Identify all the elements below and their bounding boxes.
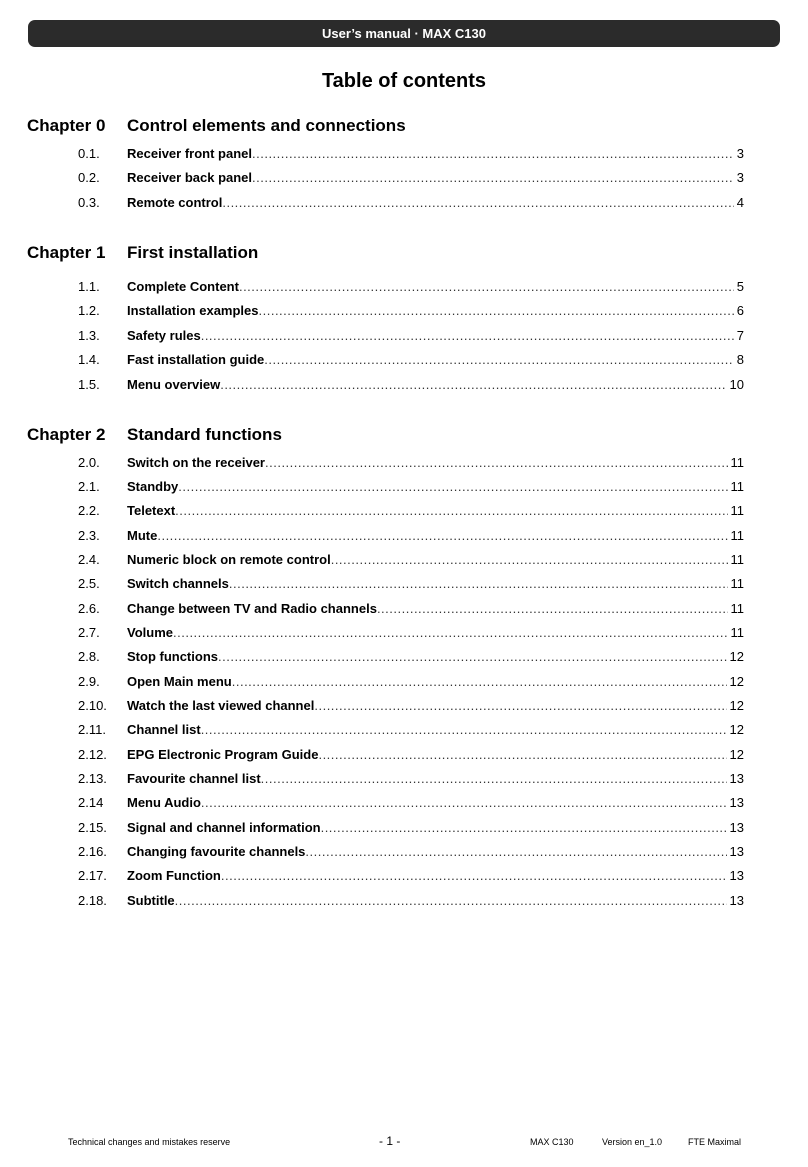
- toc-entry[interactable]: [0, 893, 808, 911]
- toc-entry-label: Change between TV and Radio channels: [127, 601, 377, 616]
- toc-entry-label: Favourite channel list: [127, 771, 261, 786]
- toc-entry-number: 1.1.: [78, 279, 100, 294]
- toc-entry[interactable]: [0, 625, 808, 643]
- toc-entry-number: 2.14: [78, 795, 104, 810]
- toc-leader-dots: [220, 377, 726, 392]
- toc-leader-dots: [318, 747, 726, 762]
- toc-entry-number: 2.8.: [78, 649, 100, 664]
- toc-entry-number: 0.2.: [78, 170, 100, 185]
- toc-entry-number: 2.10.: [78, 698, 107, 713]
- toc-leader-dots: [221, 868, 727, 883]
- toc-entry-page: 7: [736, 328, 744, 343]
- toc-entry[interactable]: [0, 328, 808, 346]
- toc-entry-page: 13: [729, 868, 744, 883]
- toc-entry-page: 12: [729, 722, 744, 737]
- toc-entry-page: 3: [736, 146, 744, 161]
- toc-entry-number: 2.9.: [78, 674, 100, 689]
- toc-entry-label: Volume: [127, 625, 173, 640]
- page-title: Table of contents: [321, 70, 487, 92]
- toc-entry-label: Standby: [127, 479, 179, 494]
- header-bar: [28, 20, 780, 47]
- toc-entry-page: 13: [729, 893, 744, 908]
- toc-leader-dots: [175, 503, 727, 518]
- toc-leader-dots: [264, 352, 734, 367]
- toc-entry-label: Installation examples: [127, 303, 259, 318]
- toc-entry-label: EPG Electronic Program Guide: [127, 747, 319, 762]
- toc-entry[interactable]: [0, 868, 808, 886]
- toc-entry-label: Safety rules: [127, 328, 201, 343]
- toc-entry[interactable]: [0, 795, 808, 813]
- toc-entry[interactable]: [0, 820, 808, 838]
- toc-entry[interactable]: [0, 479, 808, 497]
- toc-entry-number: 2.11.: [78, 722, 106, 737]
- toc-entry[interactable]: [0, 552, 808, 570]
- toc-entry-label: Watch the last viewed channel: [127, 698, 315, 713]
- header-title: User’s manual · MAX C130: [321, 26, 486, 41]
- toc-entry-page: 11: [730, 455, 744, 470]
- footer-brand: FTE Maximal: [688, 1137, 742, 1147]
- toc-entry-label: Menu Audio: [127, 795, 201, 810]
- toc-entry-label: Numeric block on remote control: [127, 552, 331, 567]
- footer-page-number: - 1 -: [379, 1134, 401, 1148]
- toc-entry-page: 11: [730, 601, 744, 616]
- toc-entry-label: Open Main menu: [127, 674, 232, 689]
- toc-leader-dots: [175, 893, 727, 908]
- toc-entry-number: 2.13.: [78, 771, 107, 786]
- toc-entry[interactable]: [0, 844, 808, 862]
- toc-entry-number: 2.16.: [78, 844, 107, 859]
- toc-entry-number: 2.5.: [78, 576, 100, 591]
- toc-entry-page: 11: [730, 552, 744, 567]
- toc-entry[interactable]: [0, 303, 808, 321]
- toc-entry-number: 2.4.: [78, 552, 100, 567]
- toc-leader-dots: [201, 795, 727, 810]
- toc-entry-number: 2.0.: [78, 455, 100, 470]
- toc-leader-dots: [218, 649, 727, 664]
- toc-leader-dots: [201, 722, 727, 737]
- toc-entry-label: Complete Content: [127, 279, 239, 294]
- toc-entry-label: Switch on the receiver: [127, 455, 265, 470]
- toc-leader-dots: [222, 195, 733, 210]
- toc-entry[interactable]: [0, 698, 808, 716]
- toc-entry-page: 3: [736, 170, 744, 185]
- toc-entry-page: 11: [730, 576, 744, 591]
- toc-entry[interactable]: [0, 528, 808, 546]
- toc-entry[interactable]: [0, 503, 808, 521]
- toc-leader-dots: [252, 146, 734, 161]
- toc-leader-dots: [173, 625, 728, 640]
- toc-entry-label: Switch channels: [127, 576, 229, 591]
- toc-leader-dots: [314, 698, 726, 713]
- toc-entry-page: 12: [729, 747, 744, 762]
- chapter-title: Standard functions: [127, 425, 282, 444]
- toc-entry-number: 2.18.: [78, 893, 107, 908]
- toc-entry-page: 10: [729, 377, 744, 392]
- toc-entry-number: 2.3.: [78, 528, 100, 543]
- toc-entry-page: 11: [730, 479, 744, 494]
- toc-entry-label: Changing favourite channels: [127, 844, 306, 859]
- toc-entry-page: 8: [736, 352, 744, 367]
- toc-leader-dots: [259, 303, 734, 318]
- toc-entry[interactable]: [0, 170, 808, 188]
- toc-entry-number: 2.2.: [78, 503, 100, 518]
- toc-entry-page: 11: [730, 625, 744, 640]
- toc-entry-label: Receiver back panel: [127, 170, 253, 185]
- toc-entry-page: 6: [736, 303, 744, 318]
- chapter-heading: [0, 425, 808, 449]
- toc-leader-dots: [305, 844, 726, 859]
- toc-entry-page: 4: [736, 195, 744, 210]
- toc-entry[interactable]: [0, 601, 808, 619]
- toc-entry-number: 2.17.: [78, 868, 107, 883]
- toc-entry-page: 12: [729, 698, 744, 713]
- toc-entry-label: Teletext: [127, 503, 176, 518]
- toc-entry-label: Signal and channel information: [127, 820, 321, 835]
- toc-entry[interactable]: [0, 674, 808, 692]
- toc-entry-number: 2.1.: [78, 479, 100, 494]
- toc-entry[interactable]: [0, 747, 808, 765]
- toc-entry-page: 13: [729, 844, 744, 859]
- page-footer: [0, 1134, 808, 1150]
- toc-entry-number: 1.3.: [78, 328, 100, 343]
- toc-entry-number: 2.15.: [78, 820, 107, 835]
- toc-entry-number: 2.12.: [78, 747, 107, 762]
- toc-leader-dots: [321, 820, 727, 835]
- toc-entry-number: 2.6.: [78, 601, 100, 616]
- toc-leader-dots: [252, 170, 734, 185]
- toc-entry-number: 1.5.: [78, 377, 100, 392]
- toc-entry-page: 11: [730, 503, 744, 518]
- toc-leader-dots: [232, 674, 727, 689]
- footer-disclaimer: Technical changes and mistakes reserve: [68, 1137, 231, 1147]
- toc-entry-number: 0.1.: [78, 146, 100, 161]
- toc-entry-page: 12: [729, 674, 744, 689]
- toc-entry[interactable]: [0, 722, 808, 740]
- toc-entry-label: Remote control: [127, 195, 223, 210]
- toc-leader-dots: [229, 576, 728, 591]
- toc-entry[interactable]: [0, 649, 808, 667]
- toc-entry-label: Fast installation guide: [127, 352, 265, 367]
- footer-version: Version en_1.0: [602, 1137, 663, 1147]
- chapter-title: First installation: [127, 243, 259, 262]
- toc-leader-dots: [239, 279, 734, 294]
- toc-entry-label: Receiver front panel: [127, 146, 252, 161]
- footer-model: MAX C130: [530, 1137, 574, 1147]
- toc-entry[interactable]: [0, 455, 808, 473]
- toc-entry-number: 1.2.: [78, 303, 100, 318]
- toc-entry-label: Subtitle: [127, 893, 175, 908]
- toc-leader-dots: [331, 552, 728, 567]
- toc-entry[interactable]: [0, 576, 808, 594]
- toc-leader-dots: [201, 328, 734, 343]
- chapter-heading: [0, 243, 808, 267]
- toc-entry-label: Channel list: [127, 722, 201, 737]
- toc-entry[interactable]: [0, 352, 808, 370]
- toc-entry-page: 5: [736, 279, 744, 294]
- chapter-number: Chapter 2: [27, 425, 106, 444]
- chapter-title: Control elements and connections: [127, 116, 406, 135]
- toc-entry-label: Menu overview: [127, 377, 221, 392]
- toc-entry-label: Mute: [127, 528, 158, 543]
- toc-entry[interactable]: [0, 771, 808, 789]
- chapter-number: Chapter 0: [27, 116, 106, 135]
- toc-entry-page: 11: [730, 528, 744, 543]
- toc-leader-dots: [377, 601, 728, 616]
- toc-entry-page: 12: [729, 649, 744, 664]
- toc-leader-dots: [265, 455, 728, 470]
- toc-leader-dots: [178, 479, 727, 494]
- toc-entry[interactable]: [0, 279, 808, 297]
- toc-entry-label: Zoom Function: [127, 868, 221, 883]
- toc-entry-page: 13: [729, 795, 744, 810]
- chapter-heading: [0, 116, 808, 140]
- toc-entry-number: 2.7.: [78, 625, 100, 640]
- toc-entry[interactable]: [0, 377, 808, 395]
- toc-entry-page: 13: [729, 771, 744, 786]
- chapter-number: Chapter 1: [27, 243, 106, 262]
- toc-entry-page: 13: [729, 820, 744, 835]
- toc-leader-dots: [261, 771, 727, 786]
- toc-entry-number: 1.4.: [78, 352, 100, 367]
- toc-leader-dots: [157, 528, 727, 543]
- toc-entry-number: 0.3.: [78, 195, 100, 210]
- toc-entry-label: Stop functions: [127, 649, 218, 664]
- toc-entry[interactable]: [0, 146, 808, 164]
- toc-entry[interactable]: [0, 195, 808, 213]
